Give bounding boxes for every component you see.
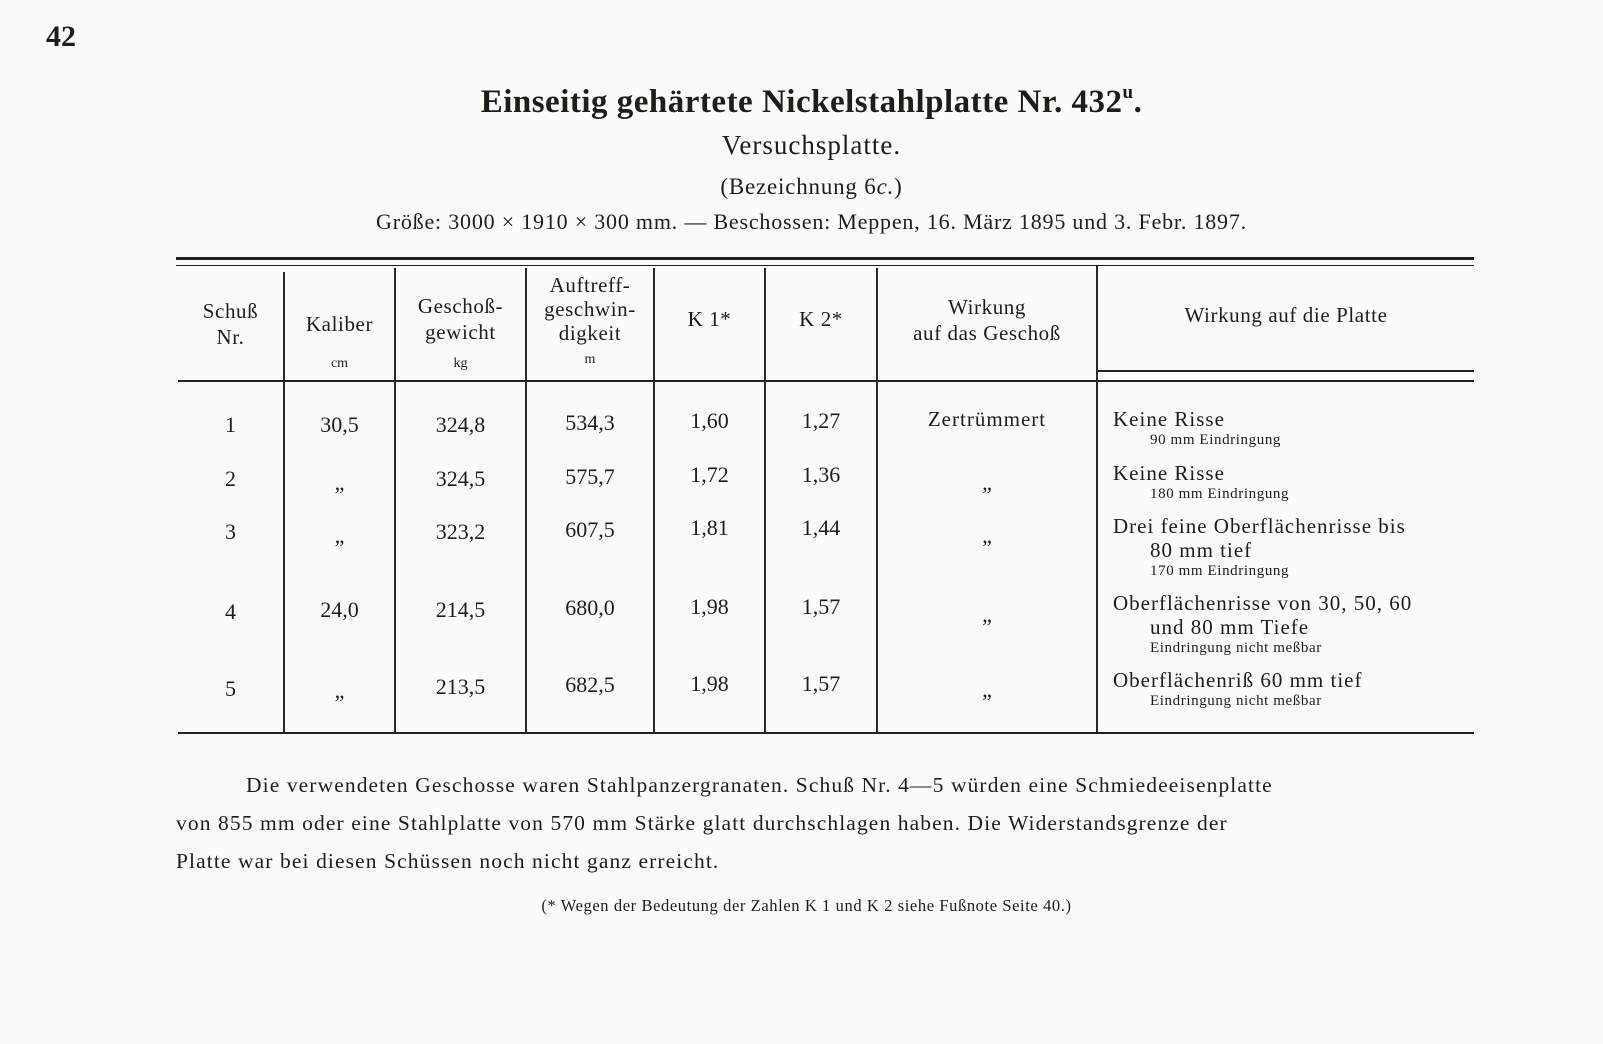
cell-effect-projectile: „ [982,470,992,495]
unit-weight: kg [453,356,468,371]
cell-caliber: 24,0 [320,597,359,622]
top-rule-thick [176,257,1474,260]
cell-weight: 324,8 [435,412,486,437]
header-velocity-line3: digkeit [558,321,622,345]
cell-shot: 5 [225,676,236,701]
cell-effect-plate [1113,514,1406,580]
header-effect-plate [1098,302,1474,328]
header-velocity-line1: Auftreff- [549,273,631,297]
penetration-note: Eindringung nicht meßbar [1150,693,1322,709]
cell-velocity: 607,5 [565,517,615,542]
header-weight-line1: Geschoß- [417,294,504,318]
cell-k2: 1,44 [801,515,841,540]
title-text: Einseitig gehärtete Nickelstahlplatte Nr. 432 [480,84,1123,120]
header-shot [178,298,283,350]
cell-caliber: „ [334,470,345,495]
cell-shot: 1 [225,412,236,437]
column-divider [764,268,766,734]
designation [0,174,1603,200]
header-velocity-line2: geschwin- [544,297,636,321]
header-effect-projectile-line2: auf das Geschoß [913,321,1061,345]
cell-k1: 1,98 [690,594,729,619]
header-caliber-line1: Kaliber [305,312,374,336]
header-divider-left [178,380,1474,382]
page-number: 42 [46,20,76,53]
cell-shot: 2 [225,466,236,491]
cell-k1: 1,81 [690,515,729,540]
header-effect-projectile-line1: Wirkung [947,295,1026,319]
penetration-note: 180 mm Eindringung [1150,486,1290,502]
designation-suffix: ) [894,174,903,199]
column-divider [283,272,285,734]
effect-plate-line: Keine Risse [1113,461,1225,485]
effect-plate-line: Drei feine Oberflächenrisse bis [1113,514,1406,538]
paragraph-line: von 855 mm oder eine Stahlplatte von 570 mm Stärke glatt durchschlagen haben. Die Widerstandsgrenze der [176,811,1228,835]
header-shot-line1: Schuß [202,299,259,323]
title-superscript: u [1122,82,1134,103]
cell-k2: 1,57 [801,594,841,619]
header-weight [396,293,525,345]
cell-effect-plate [1113,407,1281,449]
cell-effect-plate [1113,461,1289,503]
header-divider-right [1098,370,1474,372]
cell-k2: 1,27 [801,408,841,433]
paragraph-line: Platte war bei diesen Schüssen noch nicht ganz erreicht. [176,849,720,873]
unit-velocity: m [584,352,596,367]
cell-effect-plate [1113,668,1363,710]
cell-weight: 323,2 [435,519,486,544]
cell-shot: 3 [225,519,236,544]
header-effect-plate-line1: Wirkung auf die Platte [1184,303,1388,327]
cell-effect-projectile: „ [982,602,992,627]
cell-k1: 1,72 [690,462,729,487]
cell-k2: 1,57 [801,671,841,696]
subtitle: Versuchsplatte. [721,130,902,160]
cell-k1: 1,60 [690,408,729,433]
header-k2: K 2* [799,307,843,331]
cell-weight: 324,5 [435,466,486,491]
cell-effect-projectile: „ [982,677,992,702]
paragraph-line: Die verwendeten Geschosse waren Stahlpanzergranaten. Schuß Nr. 4—5 würden eine Schmiedeeisenplatte [246,773,1273,797]
penetration-note: Eindringung nicht meßbar [1150,640,1322,656]
cell-velocity: 575,7 [565,464,615,489]
designation-italic: c. [876,174,895,199]
cell-weight: 214,5 [435,597,486,622]
effect-plate-line: Keine Risse [1113,407,1225,431]
effect-plate-line-continued: 80 mm tief [1150,538,1253,562]
header-velocity [527,273,653,345]
cell-caliber: „ [334,523,345,548]
cell-shot: 4 [225,599,236,624]
effect-plate-line-continued: und 80 mm Tiefe [1150,615,1310,639]
penetration-note: 170 mm Eindringung [1150,563,1290,579]
top-rule-thin [176,265,1474,266]
column-divider [653,268,655,734]
cell-velocity: 534,3 [565,410,615,435]
header-k1: K 1* [687,307,732,331]
unit-caliber: cm [330,356,349,371]
footnote: (* Wegen der Bedeutung der Zahlen K 1 und K 2 siehe Fußnote Seite 40.) [541,896,1072,915]
penetration-note: 90 mm Eindringung [1150,432,1282,448]
bottom-rule [178,732,1474,734]
header-effect-projectile [878,294,1096,346]
body-paragraph [176,766,1476,880]
cell-caliber: 30,5 [320,412,359,437]
header-shot-line2: Nr. [216,325,245,349]
title-end: . [1133,84,1143,120]
cell-k2: 1,36 [801,462,841,487]
cell-caliber: „ [334,678,345,703]
cell-k1: 1,98 [690,671,729,696]
meta-line: Größe: 3000 × 1910 × 300 mm. — Beschossen: Meppen, 16. März 1895 und 3. Febr. 1897. [376,209,1247,234]
effect-plate-line: Oberflächenrisse von 30, 50, 60 [1113,591,1413,615]
cell-velocity: 680,0 [565,595,615,620]
cell-effect-projectile: „ [982,523,992,548]
cell-velocity: 682,5 [565,672,615,697]
column-divider [1096,266,1098,732]
effect-plate-line: Oberflächenriß 60 mm tief [1113,668,1363,692]
cell-effect-projectile: Zertrümmert [927,407,1047,431]
header-weight-line2: gewicht [425,320,496,344]
designation-prefix: (Bezeichnung 6 [720,174,877,199]
cell-weight: 213,5 [435,674,486,699]
page-title [0,84,1603,121]
header-caliber [285,311,394,337]
cell-effect-plate [1113,591,1412,657]
